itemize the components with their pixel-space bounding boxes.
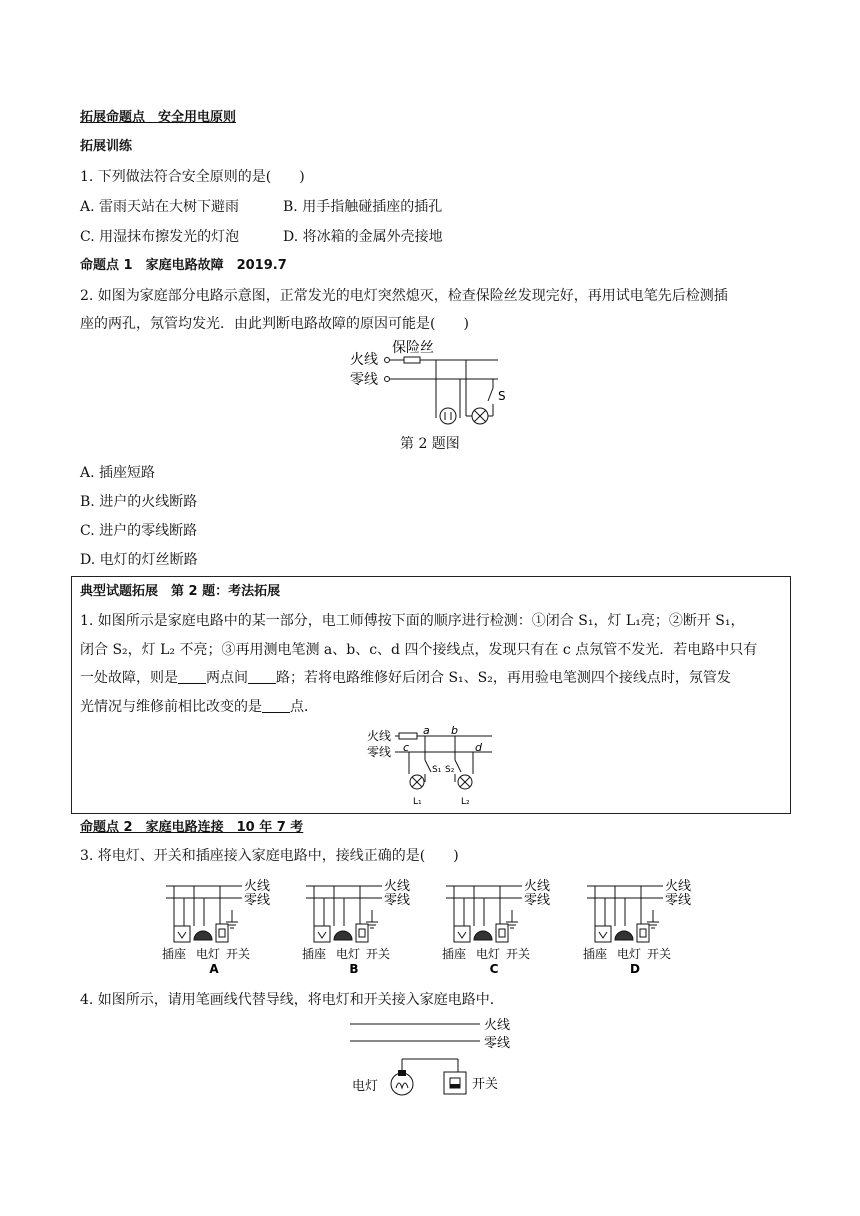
q2-neutral-label: 零线 [350, 372, 378, 388]
extension-line1: 1. 如图所示是家庭电路中的某一部分，电工师傅按下面的顺序进行检测：①闭合 S₁，灯 L₁亮；②断开 S₁， [80, 613, 745, 629]
extension-line4 [80, 697, 318, 717]
q3-switch-label: 开关 [366, 947, 391, 961]
extension-line4-part2: 点． [290, 699, 318, 715]
point-b-label: b [451, 724, 458, 737]
q3-neutral-label: 零线 [384, 893, 411, 908]
q3-option-letter: C [489, 962, 499, 976]
switch-s2-label: S₂ [445, 765, 455, 775]
q1-option-d: D. 将冰箱的金属外壳接地 [283, 229, 443, 245]
point-a-label: a [423, 724, 430, 737]
q2-option-b: B. 进户的火线断路 [80, 494, 198, 510]
q2-option-d: D. 电灯的灯丝断路 [80, 552, 198, 568]
point-d-label: d [475, 741, 482, 754]
q4-live-label: 火线 [484, 1018, 511, 1033]
lamp-l1-label: L₁ [413, 797, 422, 807]
point1-title: 命题点 1 家庭电路故障 2019.7 [80, 258, 287, 273]
q3-neutral-label: 零线 [665, 893, 692, 908]
q2-option-a: A. 插座短路 [80, 465, 156, 481]
answer-blank-1[interactable] [178, 669, 206, 684]
extension-circuit-figure [365, 724, 500, 810]
q2-switch-label: S [498, 389, 506, 403]
q2-stem-line1: 2. 如图为家庭部分电路示意图，正常发光的电灯突然熄灭，检查保险丝发现完好，再用试电笔先后检测插 [80, 288, 728, 304]
fuse-symbol [404, 357, 420, 363]
q4-switch-label: 开关 [472, 1077, 499, 1092]
lamp-l2-label: L₂ [461, 797, 470, 807]
q4-neutral-label: 零线 [484, 1036, 511, 1051]
q3-switch-label: 开关 [226, 947, 251, 961]
ext-live-label: 火线 [367, 729, 392, 743]
q4-stem: 4. 如图所示，请用笔画线代替导线，将电灯和开关接入家庭电路中． [80, 992, 504, 1008]
socket-symbol [440, 408, 456, 424]
q3-socket-symbol [174, 926, 190, 942]
q3-lamp-symbol [615, 931, 633, 940]
q3-lamp-symbol [334, 931, 352, 940]
q3-socket-label: 插座 [162, 947, 187, 961]
ext-neutral-label: 零线 [367, 745, 392, 759]
q3-option-figure-c [442, 876, 562, 976]
q3-lamp-symbol [194, 931, 212, 940]
q3-lamp-label: 电灯 [336, 947, 361, 961]
q3-switch-label: 开关 [506, 947, 531, 961]
extension-title: 典型试题拓展 第 2 题：考法拓展 [80, 584, 281, 599]
switch-s1-label: S₁ [432, 765, 442, 775]
q3-neutral-label: 零线 [244, 893, 271, 908]
q3-socket-label: 插座 [442, 947, 467, 961]
q4-circuit-figure [346, 1014, 526, 1104]
q3-option-figure-a [162, 876, 282, 976]
q3-option-letter: A [209, 962, 219, 976]
q2-live-label: 火线 [350, 352, 378, 368]
q3-stem: 3. 将电灯、开关和插座接入家庭电路中，接线正确的是( ) [80, 848, 459, 864]
q3-lamp-label: 电灯 [196, 947, 221, 961]
q3-live-label: 火线 [384, 879, 411, 894]
training-title: 拓展训练 [80, 139, 133, 154]
q1-stem: 1. 下列做法符合安全原则的是( ) [80, 169, 305, 185]
q3-socket-label: 插座 [583, 947, 608, 961]
q3-option-figure-d [583, 876, 703, 976]
q3-live-label: 火线 [524, 879, 551, 894]
extension-line2: 闭合 S₂，灯 L₂ 不亮；③再用测电笔测 a、b、c、d 四个接线点，发现只有在 c 点氖管不发光．若电路中只有 [80, 642, 758, 658]
q3-socket-symbol [454, 926, 470, 942]
extension-line3-part2: 两点间 [206, 670, 248, 686]
q3-socket-label: 插座 [302, 947, 327, 961]
q3-socket-symbol [595, 926, 611, 942]
q3-live-label: 火线 [665, 879, 692, 894]
q3-socket-symbol [314, 926, 330, 942]
q2-fuse-label: 保险丝 [392, 340, 434, 356]
q1-option-a: A. 雷雨天站在大树下避雨 [80, 199, 240, 215]
section-title: 拓展命题点 安全用电原则 [80, 110, 237, 125]
q3-option-letter: D [630, 962, 640, 976]
point-c-label: c [403, 741, 410, 754]
q3-live-label: 火线 [244, 879, 271, 894]
extension-line4-part1: 光情况与维修前相比改变的是 [80, 699, 262, 715]
q4-lamp-symbol [391, 1073, 413, 1095]
extension-line3-part3: 路；若将电路维修好后闭合 S₁、S₂，再用验电笔测四个接线点时，氖管发 [276, 670, 731, 686]
q3-option-letter: B [349, 962, 359, 976]
extension-line3-part1: 一处故障，则是 [80, 670, 178, 686]
q2-option-c: C. 进户的零线断路 [80, 523, 198, 539]
q1-option-b: B. 用手指触碰插座的插孔 [283, 199, 443, 215]
q4-lamp-label: 电灯 [352, 1079, 379, 1094]
q1-option-c: C. 用湿抹布擦发光的灯泡 [80, 229, 240, 245]
point2-title: 命题点 2 家庭电路连接 10 年 7 考 [80, 820, 304, 835]
q2-circuit-figure [348, 338, 518, 430]
q3-lamp-label: 电灯 [476, 947, 501, 961]
q3-neutral-label: 零线 [524, 893, 551, 908]
q3-lamp-symbol [474, 931, 492, 940]
q3-option-figure-b [302, 876, 422, 976]
q2-figure-caption: 第 2 题图 [400, 436, 460, 452]
q3-lamp-label: 电灯 [617, 947, 642, 961]
q2-stem-line2: 座的两孔，氖管均发光．由此判断电路故障的原因可能是( ) [80, 316, 469, 332]
answer-blank-3[interactable] [262, 698, 290, 713]
answer-blank-2[interactable] [248, 669, 276, 684]
extension-line3 [80, 668, 731, 688]
q3-switch-label: 开关 [647, 947, 672, 961]
